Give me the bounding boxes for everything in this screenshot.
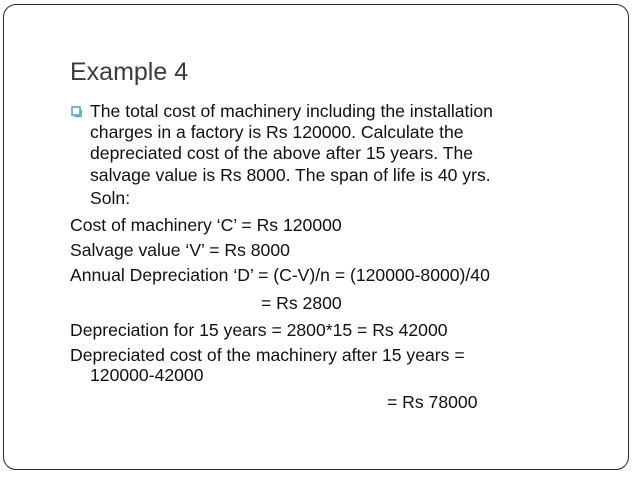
bullet-text-line-4: salvage value is Rs 8000. The span of life is 40 yrs. bbox=[90, 165, 491, 185]
solution-line-depreciated-cost-expression: 120000-42000 bbox=[90, 365, 204, 385]
solution-line-annual-depreciation: Annual Depreciation ‘D’ = (C-V)/n = (120000-8000)/40 bbox=[70, 265, 490, 285]
solution-line-depreciated-cost: Depreciated cost of the machinery after 15 years = bbox=[70, 345, 465, 365]
solution-line-final-result: = Rs 78000 bbox=[387, 392, 478, 412]
solution-line-salvage: Salvage value ‘V’ = Rs 8000 bbox=[70, 240, 290, 260]
soln-label: Soln: bbox=[90, 188, 131, 208]
bullet-text-line-3: depreciated cost of the above after 15 years. The bbox=[90, 143, 474, 163]
slide-title: Example 4 bbox=[70, 58, 189, 86]
bullet-text-line-1: The total cost of machinery including the installation bbox=[90, 101, 493, 121]
solution-line-depreciation-15-years: Depreciation for 15 years = 2800*15 = Rs 42000 bbox=[70, 320, 448, 340]
solution-line-annual-depreciation-result: = Rs 2800 bbox=[261, 293, 342, 313]
hollow-square-bullet-icon bbox=[71, 106, 82, 119]
solution-line-cost: Cost of machinery ‘C’ = Rs 120000 bbox=[70, 215, 342, 235]
bullet-text-line-2: charges in a factory is Rs 120000. Calculate the bbox=[90, 122, 464, 142]
